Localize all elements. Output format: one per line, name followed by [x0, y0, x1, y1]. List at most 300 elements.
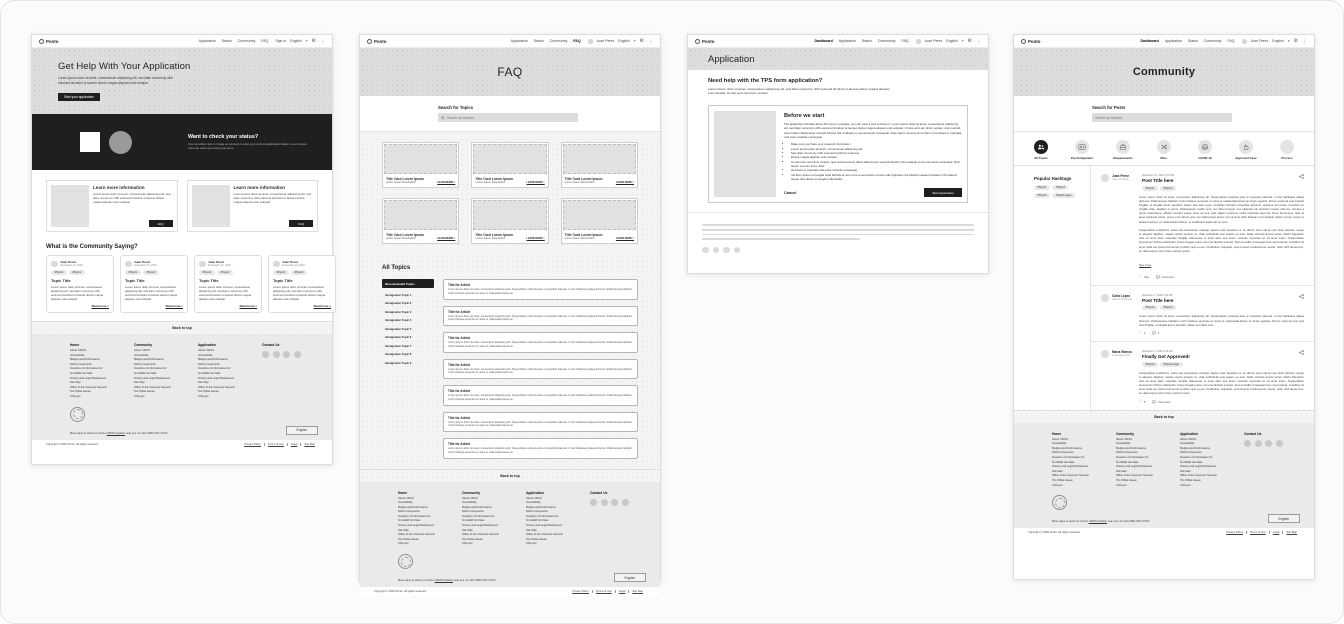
read-more-link[interactable]: Read more >	[165, 303, 183, 308]
footer-link[interactable]: No FEAR Act Data	[398, 519, 421, 523]
article-card[interactable]	[443, 385, 638, 406]
footer-link[interactable]: Freedom of Information Act	[398, 514, 431, 518]
faq-card[interactable]	[382, 142, 459, 188]
footer-link[interactable]: About USCIS	[134, 348, 150, 352]
social-icon[interactable]	[1255, 440, 1262, 447]
sidebar-item-topic[interactable]: Immigration Topic 6	[385, 335, 412, 339]
hashtag-pill[interactable]: #Topic1	[51, 270, 67, 275]
footer-link[interactable]: Privacy and Legal Disclaimers	[198, 376, 234, 380]
post	[1091, 166, 1314, 286]
social-icon[interactable]	[283, 351, 290, 358]
footer-link[interactable]: About USCIS	[1116, 437, 1132, 441]
article-card[interactable]	[443, 438, 638, 459]
topic-card[interactable]	[268, 255, 336, 313]
footer-link[interactable]: Privacy and Legal Disclaimers	[526, 524, 562, 528]
footer-link[interactable]: USA.gov	[462, 542, 473, 546]
sidebar-item-topic[interactable]: Immigration Topic 1	[385, 292, 412, 297]
legal-link[interactable]: Privacy Policy	[244, 442, 261, 446]
kebab-menu-icon[interactable]: ⋮	[976, 37, 981, 44]
footer-link[interactable]: No FEAR Act Data	[1180, 460, 1203, 464]
footer-link[interactable]: USA.gov	[134, 394, 145, 398]
footer-link[interactable]: Budget and Performance	[1116, 446, 1146, 450]
faq-card[interactable]	[561, 198, 638, 244]
article-title: Title for Article	[448, 336, 471, 340]
footer-link[interactable]: Accessibility	[1180, 442, 1195, 446]
social-icon[interactable]	[601, 499, 608, 506]
post-date: November 13, 2020	[282, 264, 305, 268]
legal-link[interactable]: Terms of Use	[264, 443, 287, 446]
learn-more-link[interactable]: LEARN MORE >	[615, 237, 634, 240]
category-filter-row	[1014, 131, 1314, 165]
user-name[interactable]: Juan Perez	[924, 39, 943, 43]
footer-link[interactable]: Accessibility	[70, 353, 85, 357]
nav-link[interactable]: FAQ	[261, 39, 269, 43]
nav-link[interactable]: Application	[838, 39, 856, 43]
footer-link[interactable]: Freedom of Information Act	[1180, 456, 1213, 459]
footer-link[interactable]: No FEAR Act Data	[1052, 460, 1075, 464]
search-input[interactable]	[1095, 116, 1229, 120]
footer-link[interactable]: Site Map	[134, 381, 145, 385]
footer-link[interactable]: Site Map	[198, 381, 209, 385]
sidebar-item-topic[interactable]: Immigration Topic 3	[385, 309, 412, 314]
hashtag-pill[interactable]: #Topic3	[1160, 305, 1176, 310]
footer-link[interactable]: No FEAR Act Data	[1116, 460, 1139, 464]
footer-link[interactable]: Privacy and Legal Disclaimers	[1116, 465, 1152, 469]
learn-more-link[interactable]: LEARN MORE >	[615, 181, 634, 184]
footer-link[interactable]: USA.gov	[1052, 483, 1063, 487]
footer-link[interactable]: Privacy and Legal Disclaimers	[398, 524, 434, 528]
article-card[interactable]	[443, 279, 638, 300]
legal-link[interactable]: Terms of Use	[1246, 531, 1269, 534]
nav-link[interactable]: Community	[549, 39, 568, 43]
category-requirements[interactable]: Requirements	[1108, 140, 1139, 160]
social-icon[interactable]	[611, 499, 618, 506]
faq-card-image	[473, 144, 546, 174]
post-title[interactable]: Post Title here	[1142, 178, 1174, 183]
hashtag-pill[interactable]: #Topic1	[1034, 185, 1050, 190]
uscis-location-link[interactable]: USCIS location	[1088, 520, 1107, 524]
start-application-button[interactable]: Start your application	[58, 93, 100, 101]
topic-card[interactable]	[194, 255, 262, 313]
footer-column-title: Community	[134, 342, 153, 347]
kebab-menu-icon[interactable]: ⋮	[648, 37, 653, 44]
gear-icon[interactable]: ⚙	[311, 37, 316, 44]
legal-link[interactable]: Legal	[615, 590, 629, 593]
hashtag-pill[interactable]: #Topic2	[1052, 185, 1068, 190]
user-avatar[interactable]	[588, 39, 593, 44]
social-icon[interactable]	[590, 499, 597, 506]
nav-link[interactable]: FAQ	[1227, 39, 1235, 43]
like-button[interactable]: ♡ 2	[1139, 330, 1146, 335]
gear-icon[interactable]: ⚙	[967, 37, 972, 44]
uscis-location-link[interactable]: USCIS location	[106, 431, 125, 435]
nav-link[interactable]: FAQ	[901, 39, 909, 43]
gear-icon[interactable]: ⚙	[639, 37, 644, 44]
faq-card[interactable]	[471, 198, 548, 244]
back-to-top[interactable]: Back to top	[32, 321, 332, 334]
footer-link[interactable]: The White House	[398, 537, 419, 541]
social-icon[interactable]	[734, 247, 741, 254]
sidebar-item-topic[interactable]: Immigration Topic 5	[385, 326, 412, 331]
footer-link[interactable]: Site Map	[398, 528, 409, 532]
footer-link[interactable]: Budget and Performance	[1180, 446, 1210, 450]
footer-link[interactable]: Accessibility	[134, 353, 149, 357]
footer-link[interactable]: DHS Components	[198, 362, 220, 366]
nav-link[interactable]: Community	[877, 39, 896, 43]
faq-button[interactable]: FAQ	[149, 220, 173, 227]
faq-button[interactable]: FAQ	[289, 220, 313, 227]
learn-more-link[interactable]: LEARN MORE >	[437, 181, 456, 184]
faq-card-image	[384, 200, 457, 230]
footer-link[interactable]: USA.gov	[1116, 483, 1127, 487]
nav-link[interactable]: Community	[1203, 39, 1222, 43]
comment-button[interactable]: Comment	[1156, 275, 1174, 279]
footer-link[interactable]: Office of the Inspector General	[70, 385, 107, 389]
sidebar-item-recommended[interactable]: Recommended Topics	[382, 279, 434, 288]
footer-link[interactable]: Office of the Inspector General	[1052, 474, 1089, 478]
kebab-menu-icon[interactable]: ⋮	[1302, 37, 1307, 44]
faq-card-title: Title Card Lorem Ipsum	[386, 233, 424, 237]
footer-link[interactable]: Site Map	[526, 528, 537, 532]
faq-card[interactable]	[471, 142, 548, 188]
footer-link[interactable]: DHS Components	[1180, 451, 1202, 455]
footer-link[interactable]: Site Map	[462, 528, 473, 532]
footer-english-button[interactable]: English	[286, 426, 318, 435]
share-icon[interactable]	[1299, 350, 1304, 355]
footer-link[interactable]: Office of the Inspector General	[1116, 474, 1153, 478]
footer-link[interactable]: Freedom of Information Act	[134, 367, 167, 371]
hashtag-pill[interactable]: #Topic2	[69, 270, 85, 275]
start-application-button[interactable]: Start Application	[924, 188, 962, 197]
legal-link[interactable]: Site Map	[1282, 531, 1300, 534]
hashtag-pill[interactable]: #Topic2	[1142, 305, 1158, 310]
footer-link[interactable]: Privacy and Legal Disclaimers	[1052, 465, 1088, 469]
article-title: Title for Article	[448, 362, 471, 367]
sign-in-link[interactable]: Sign In	[275, 39, 287, 43]
legal-link[interactable]: Privacy Policy	[572, 590, 589, 594]
brand-logo[interactable]	[39, 39, 58, 44]
footer-link[interactable]: Freedom of Information Act	[1116, 456, 1149, 459]
footer-link[interactable]: About USCIS	[198, 348, 214, 352]
language-selector[interactable]: English	[290, 39, 302, 43]
gear-icon[interactable]: ⚙	[1293, 37, 1298, 44]
footer-link[interactable]: Freedom of Information Act	[1052, 456, 1085, 459]
footer-link[interactable]: Freedom of Information Act	[462, 514, 495, 518]
info-card-title: Learn more information	[93, 185, 145, 191]
article-body: Lorem ipsum dolor sit amet, consectetur adipiscing elit. Suspendisse vehicula ante et imperdiet placerat. In hac habitasse platea dictumst. Pellentesque habitant morbi tristique senectus et netus et malesuada fames ac.	[448, 314, 632, 322]
legal-link[interactable]: Legal	[287, 443, 301, 446]
footer-link[interactable]: Accessibility	[526, 501, 541, 505]
footer-link[interactable]: Budget and Performance	[134, 358, 164, 362]
footer-link[interactable]: Site Map	[1116, 469, 1127, 473]
article-title: Title for Article	[448, 283, 471, 287]
footer-link[interactable]: DHS Components	[1116, 451, 1138, 455]
topic-card[interactable]	[46, 255, 114, 313]
legal-link[interactable]: Privacy Policy	[1226, 531, 1243, 535]
user-name[interactable]: Juan Perez	[1250, 39, 1269, 43]
footer-link[interactable]: Office of the Inspector General	[1180, 474, 1217, 478]
category-all-topics[interactable]: All Topics	[1026, 140, 1057, 160]
community-saying-heading: What is the Community Saying?	[46, 244, 138, 251]
avatar[interactable]	[1101, 350, 1109, 358]
footer-link[interactable]: No FEAR Act Data	[198, 371, 221, 375]
share-icon[interactable]	[1299, 294, 1304, 299]
footer-link[interactable]: Budget and Performance	[526, 505, 556, 509]
agency-seal-logo	[398, 554, 413, 569]
user-avatar[interactable]	[1242, 39, 1247, 44]
footer-link[interactable]: Budget and Performance	[70, 358, 100, 362]
footer-link[interactable]: DHS Components	[462, 510, 484, 514]
topic-card[interactable]	[120, 255, 188, 313]
nav-link[interactable]: Status	[861, 39, 872, 43]
footer-link[interactable]: Accessibility	[462, 501, 477, 505]
checklist-item: • Vel illum dolore eu feugiat nulla facilisis at vero eros et accumsan et iusto odio dignissim qui blandit praesent luptatum zzril delenit augue duis dolore te feugait nulla facilisi	[791, 173, 962, 182]
category-process[interactable]: Process	[1272, 140, 1303, 160]
brand-logo[interactable]	[367, 39, 386, 44]
sidebar-item-topic[interactable]: Immigration Topic 4	[385, 318, 412, 322]
footer-link[interactable]: The White House	[134, 390, 155, 394]
social-icon[interactable]	[622, 499, 629, 506]
hashtag-pill[interactable]: #Topic1	[1142, 186, 1158, 191]
footer-link[interactable]: Privacy and Legal Disclaimers	[134, 376, 170, 380]
article-card[interactable]	[443, 332, 638, 353]
hashtag-pill[interactable]: #Topic2	[291, 270, 307, 275]
read-more-link[interactable]: Read more >	[313, 303, 331, 308]
search-box[interactable]	[438, 113, 578, 122]
footer-link[interactable]: No FEAR Act Data	[70, 371, 93, 375]
footer-link[interactable]: Budget and Performance	[398, 505, 428, 509]
hashtag-pill[interactable]: #Topic1	[125, 270, 141, 275]
nav-link[interactable]: Status	[221, 39, 232, 43]
footer-link[interactable]: DHS Components	[70, 362, 92, 366]
footer-link[interactable]: No FEAR Act Data	[462, 519, 485, 523]
nav-link[interactable]: Status	[1187, 39, 1198, 43]
nav-link[interactable]: Application	[510, 39, 528, 43]
footer-link[interactable]: The White House	[1116, 478, 1137, 482]
comment-icon	[1152, 331, 1156, 335]
info-card-image	[51, 185, 89, 227]
language-selector[interactable]: English	[618, 39, 630, 43]
faq-card[interactable]	[382, 198, 459, 244]
nav-link[interactable]: Dashboard	[1140, 39, 1159, 43]
footer-link[interactable]: Office of the Inspector General	[198, 385, 235, 389]
social-icon[interactable]	[1244, 440, 1251, 447]
nav-link[interactable]: Status	[533, 39, 544, 43]
hashtag-pill[interactable]: #Topic1	[199, 270, 215, 275]
sidebar-item-topic[interactable]: Immigration Topic 8	[385, 352, 412, 356]
category-covid19[interactable]: COVID-19	[1190, 140, 1221, 160]
footer-link[interactable]: Freedom of Information Act	[70, 367, 103, 371]
social-icon[interactable]	[1276, 440, 1283, 447]
footer-link[interactable]: Budget and Performance	[1052, 446, 1082, 450]
like-button[interactable]: ♡ 5	[1139, 398, 1146, 404]
hashtag-pill[interactable]: #Topic3	[1034, 193, 1050, 198]
sidebar-item-topic[interactable]: Immigration Topic 7	[385, 343, 412, 348]
social-icon[interactable]	[273, 351, 280, 358]
article-card[interactable]	[443, 359, 638, 380]
language-selector[interactable]: English	[946, 39, 958, 43]
footer-link[interactable]: About USCIS	[462, 496, 478, 500]
language-selector[interactable]: English	[1272, 39, 1284, 43]
legal-link[interactable]: Site Map	[300, 443, 318, 446]
comment-button[interactable]: 1	[1152, 331, 1159, 335]
author-name[interactable]: Maria Ramos	[1112, 350, 1132, 354]
social-icon[interactable]	[294, 351, 301, 358]
topic-body: Lorem ipsum dolor sit amet, consectetuer adipiscing elit, sed diam nonummy nibh euismod tincidunt ut laoreet dolore magna aliquam erat volutpat.	[199, 284, 252, 301]
category-approved-case[interactable]: Approved Case	[1231, 140, 1262, 160]
hashtag-pill[interactable]: #Topic2	[143, 270, 159, 275]
footer-link[interactable]: No FEAR Act Data	[526, 519, 549, 523]
nav-link[interactable]: Application	[1164, 39, 1182, 43]
legal-link[interactable]: Legal	[1269, 531, 1283, 534]
comment-button[interactable]: Comment	[1152, 400, 1170, 404]
category-misc[interactable]: Misc.	[1149, 140, 1180, 160]
search-box[interactable]	[1092, 113, 1232, 122]
nav-link[interactable]: FAQ	[573, 39, 581, 43]
learn-more-link[interactable]: LEARN MORE >	[526, 181, 545, 184]
back-to-top[interactable]: Back to top	[360, 469, 660, 482]
footer-link[interactable]: USA.gov	[398, 542, 409, 546]
footer-link[interactable]: Site Map	[1052, 469, 1063, 473]
author-name[interactable]: Carla Lopez	[1112, 293, 1131, 298]
kebab-menu-icon[interactable]: ⋮	[320, 37, 325, 44]
article-card[interactable]	[443, 412, 638, 433]
footer-link[interactable]: The White House	[198, 390, 219, 394]
footer-link[interactable]: The White House	[70, 390, 91, 394]
post	[1091, 342, 1314, 410]
footer-link[interactable]: Privacy and Legal Disclaimers	[462, 524, 498, 528]
legal-link[interactable]: Site Map	[628, 590, 646, 593]
footer-link[interactable]: Office of the Inspector General	[462, 533, 499, 537]
read-more-link[interactable]: Read more >	[239, 303, 257, 308]
footer-link[interactable]: USA.gov	[526, 542, 537, 546]
hero-section	[1014, 48, 1314, 96]
read-more-link[interactable]: Read more >	[91, 303, 109, 308]
social-icon[interactable]	[702, 247, 709, 254]
social-icon[interactable]	[723, 247, 730, 254]
nav-links	[1140, 39, 1234, 43]
footer-link[interactable]: DHS Components	[1052, 451, 1074, 455]
see-more-link[interactable]: See more	[1139, 262, 1152, 267]
footer-link[interactable]: Site Map	[70, 381, 81, 385]
footer-link[interactable]: Office of the Inspector General	[526, 533, 563, 537]
brand-logo[interactable]	[1021, 39, 1040, 44]
agency-seal-logo	[1052, 495, 1067, 510]
article-card[interactable]	[443, 306, 638, 327]
footer-link[interactable]: The White House	[462, 537, 483, 541]
footer-link[interactable]: Office of the Inspector General	[398, 533, 435, 537]
faq-card-image	[384, 144, 457, 174]
footer-link[interactable]: About USCIS	[398, 496, 414, 500]
nav-right	[588, 39, 653, 44]
footer-link[interactable]: No FEAR Act Data	[134, 371, 157, 375]
share-icon[interactable]	[1299, 174, 1304, 179]
avatar[interactable]	[1101, 174, 1109, 182]
footer-link[interactable]: Freedom of Information Act	[526, 514, 559, 518]
footer-english-button[interactable]: English	[1268, 514, 1300, 523]
topic-body: Lorem ipsum dolor sit amet, consectetuer adipiscing elit, sed diam nonummy nibh euismod tincidunt ut laoreet dolore magna aliquam erat volutpat.	[125, 284, 178, 301]
footer-link[interactable]: Budget and Performance	[198, 358, 228, 362]
learn-more-link[interactable]: LEARN MORE >	[526, 237, 545, 240]
page-title: Application	[708, 53, 755, 65]
footer-link[interactable]: USA.gov	[1180, 483, 1191, 487]
footer-link[interactable]: Privacy and Legal Disclaimers	[1180, 465, 1216, 469]
footer-link[interactable]: Freedom of Information Act	[198, 367, 231, 371]
copyright: Copyright © 2020 Ponto. All rights reserved.	[1028, 531, 1081, 535]
hashtag-pill[interactable]: #Topic2	[1160, 186, 1176, 191]
author-name[interactable]: Juan Perez	[1112, 174, 1129, 178]
footer-link[interactable]: DHS Components	[398, 510, 420, 514]
footer-link[interactable]: Budget and Performance	[462, 505, 492, 509]
cancel-button[interactable]: Cancel	[784, 190, 797, 195]
user-avatar[interactable]	[916, 39, 921, 44]
learn-more-link[interactable]: LEARN MORE >	[437, 237, 456, 240]
footer-link[interactable]: About USCIS	[70, 348, 86, 352]
nav-links	[199, 39, 269, 43]
footer-link[interactable]: USA.gov	[70, 394, 81, 398]
footer-link[interactable]: The White House	[526, 537, 547, 541]
post-title[interactable]: Finally Got Approved!	[1142, 354, 1190, 359]
footer-link[interactable]: The White House	[1052, 478, 1073, 482]
article-body: Lorem ipsum dolor sit amet, consectetur adipiscing elit. Suspendisse vehicula ante et imperdiet placerat. In hac habitasse platea dictumst. Pellentesque habitant morbi tristique senectus et netus et malesuada fames ac.	[448, 420, 632, 428]
footer-link[interactable]: The White House	[1180, 478, 1201, 482]
social-icon[interactable]	[713, 247, 720, 254]
hashtag-pill[interactable]: #Topic1	[273, 270, 289, 275]
nav-link[interactable]: Dashboard	[814, 39, 833, 43]
footer-link[interactable]: DHS Components	[134, 362, 156, 366]
footer-link[interactable]: Accessibility	[1116, 442, 1131, 446]
sidebar-item-topic[interactable]: Immigration Topic 9	[385, 360, 412, 365]
footer-link[interactable]: Accessibility	[198, 353, 213, 357]
uscis-location-link[interactable]: USCIS location	[434, 579, 453, 583]
footer-link[interactable]: About USCIS	[526, 496, 542, 500]
like-button[interactable]: ♡ Like	[1139, 274, 1150, 279]
footer-link[interactable]: About USCIS	[1180, 437, 1196, 441]
hashtag-pill[interactable]: #TopicLonger	[1052, 193, 1075, 198]
social-icon[interactable]	[262, 351, 269, 358]
info-card-body: Lorem ipsum dolor sit amet, consectetuer adipiscing elit, sed diam nonummy nibh euismod tincidunt ut laoreet dolore magna aliquam erat volutpat.	[233, 191, 311, 205]
footer-link[interactable]: About USCIS	[1052, 437, 1068, 441]
legal-link[interactable]: Terms of Use	[592, 590, 615, 593]
footer-column-home	[70, 343, 134, 400]
user-name[interactable]: Juan Perez	[596, 39, 615, 43]
avatar[interactable]	[1101, 294, 1109, 302]
hashtag-pill[interactable]: #Topic2	[217, 270, 233, 275]
footer-link[interactable]: Accessibility	[398, 501, 413, 505]
social-icon[interactable]	[1265, 440, 1272, 447]
agency-seal-logo	[70, 407, 85, 422]
category-pre-immigration[interactable]: Pre-Immigration	[1067, 140, 1098, 160]
brand-logo[interactable]	[695, 39, 714, 44]
hashtag-pill[interactable]: #TopicLonger	[1160, 362, 1183, 367]
nav-link[interactable]: Community	[237, 39, 256, 43]
footer-link[interactable]: DHS Components	[526, 510, 548, 514]
footer-link[interactable]: Accessibility	[1052, 442, 1067, 446]
footer-link[interactable]: Site Map	[1180, 469, 1191, 473]
footer-english-button[interactable]: English	[614, 573, 646, 582]
footer-link[interactable]: Privacy and Legal Disclaimers	[70, 376, 106, 380]
nav-link[interactable]: Application	[198, 39, 216, 43]
post-title[interactable]: Post Title here	[1142, 297, 1174, 303]
footer-link[interactable]: USA.gov	[198, 394, 209, 398]
hashtag-pill[interactable]: #Topic3	[1142, 362, 1158, 367]
faq-card[interactable]	[561, 142, 638, 188]
search-input[interactable]	[447, 116, 575, 120]
sidebar-item-topic[interactable]: Immigration Topic 2	[385, 301, 412, 305]
back-to-top[interactable]: Back to top	[1014, 410, 1314, 423]
footer-link[interactable]: Office of the Inspector General	[134, 385, 171, 389]
skeleton-line	[702, 238, 860, 240]
